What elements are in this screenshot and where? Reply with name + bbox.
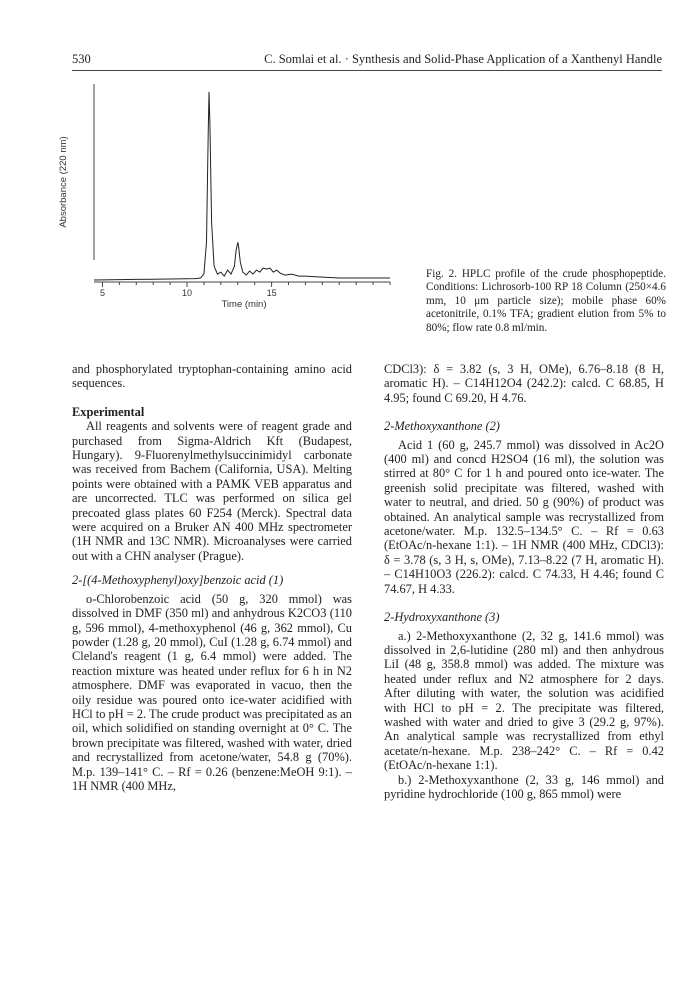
compound-1-paragraph: o-Chlorobenzoic acid (50 g, 320 mmol) was dissolved in DMF (350 ml) and anhydrous K2CO3 (110 g, 596 mmol), 4-methoxyphenol (46 g, 362 mmol), Cu powder (1.28 g, 20 mmol), CuI (1.28 g, 6.74 mmol) and Cleland's reagent (1 g, 6.4 mmol) were added. The reaction mixture was heated under reflux for 6 h in N2 atmosphere. DMF was evaporated in vacuo, then the oily residue was poured onto ice-water acidified with HCl to pH = 2. The crude product was precipitated as an oil, which solidified on standing overnight at 0° C. The brown precipitate was filtered, washed with water, dried and recrystallized from acetone/water, 54.8 g (70%). M.p. 139–141° C. – Rf = 0.26 (benzene:MeOH 9:1). – 1H NMR (400 MHz, [72, 591, 352, 793]
experimental-paragraph: All reagents and solvents were of reagent grade and purchased from Sigma-Aldrich Kft (Budapest, Hungary). 9-Fluorenylmethylsuccinimidyl carbonate was received from Bachem (California, USA). Melting points were obtained with a PAMK VEB apparatus and are uncorrected. TLC was performed on silica gel precoated glass plates 60 F254 (Merck). Spectral data were acquired on a Bruker AN 400 MHz spectrometer (1H NMR and 13C NMR). Microanalyses were carried out with a CHN analyser (Prague). [72, 419, 352, 563]
compound-1-heading: 2-[(4-Methoxyphenyl)oxy]benzoic acid (1) [72, 573, 284, 588]
x-ticks [102, 282, 390, 287]
left-column [72, 362, 352, 793]
x-tick-label: 10 [182, 288, 193, 298]
compound-3-paragraph-a: a.) 2-Methoxyxanthone (2, 32 g, 141.6 mmol) was dissolved in 2,6-lutidine (280 ml) and then anhydrous LiI (48 g, 358.8 mmol) was added. The mixture was heated under reflux and N2 atmosphere for 2 days. After diluting with water, the solution was acidified with HCl to pH = 2. The precipitate was filtered, washed with water and dried to give 3 (29.2 g, 97%). An analytical sample was recrystallized from ethyl acetate/n-hexane. M.p. 238–242° C. – Rf = 0.42 (EtOAc/n-hexane 1:1). [384, 628, 664, 773]
compound-3-heading: 2-Hydroxyxanthone (3) [384, 610, 500, 625]
right-column [384, 362, 664, 801]
x-tick-label: 5 [99, 288, 105, 298]
chromatogram-trace [94, 92, 390, 280]
page-number: 530 [72, 52, 91, 66]
running-header [72, 52, 662, 71]
y-axis-label: Absorbance (220 nm) [58, 136, 69, 228]
x-tick-label: 15 [266, 288, 277, 298]
running-title: C. Somlai et al. · Synthesis and Solid-Phase Application of a Xanthenyl Handle [264, 52, 662, 66]
compound-2-paragraph: Acid 1 (60 g, 245.7 mmol) was dissolved in Ac2O (400 ml) and concd H2SO4 (16 ml), the solution was stirred at 80° C for 1 h and poured onto ice-water. The greenish solid precipitate was filtered, washed with water to neutral, and dried. 50 g (90%) of product was obtained. An analytical sample was recrystallized from acetone/water. M.p. 132.5–134.5° C. – Rf = 0.63 (EtOAc/n-hexane 1:1). – 1H NMR (400 MHz, CDCl3): δ = 3.78 (s, 3 H, s, OMe), 7.13–8.22 (7 H, aromatic H). – C14H10O3 (226.2): calcd. C 74.33, H 4.46; found C 74.67, H 4.33. [384, 437, 664, 596]
x-axis-label: Time (min) [221, 299, 267, 310]
x-tick-labels [100, 288, 277, 298]
figure-caption: Fig. 2. HPLC profile of the crude phosphopeptide. Conditions: Lichrosorb-100 RP 18 Column (250×4.6 mm, 10 μm particle size); mobile phase 60% acetonitrile, 0.1% TFA; gradient elution from 5% to 80%; flow rate 0.8 ml/min. [426, 268, 666, 334]
continuation-paragraph: CDCl3): δ = 3.82 (s, 3 H, OMe), 6.76–8.18 (8 H, aromatic H). – C14H12O4 (242.2): calcd. C 68.85, H 4.95; found C 69.20, H 4.76. [384, 362, 664, 405]
compound-2-heading: 2-Methoxyxanthone (2) [384, 419, 500, 434]
experimental-heading: Experimental [72, 404, 145, 419]
intro-paragraph: and phosphorylated tryptophan-containing amino acid sequences. [72, 362, 352, 391]
compound-3-paragraph-b: b.) 2-Methoxyxanthone (2, 33 g, 146 mmol) and pyridine hydrochloride (100 g, 865 mmol) were [384, 772, 664, 801]
